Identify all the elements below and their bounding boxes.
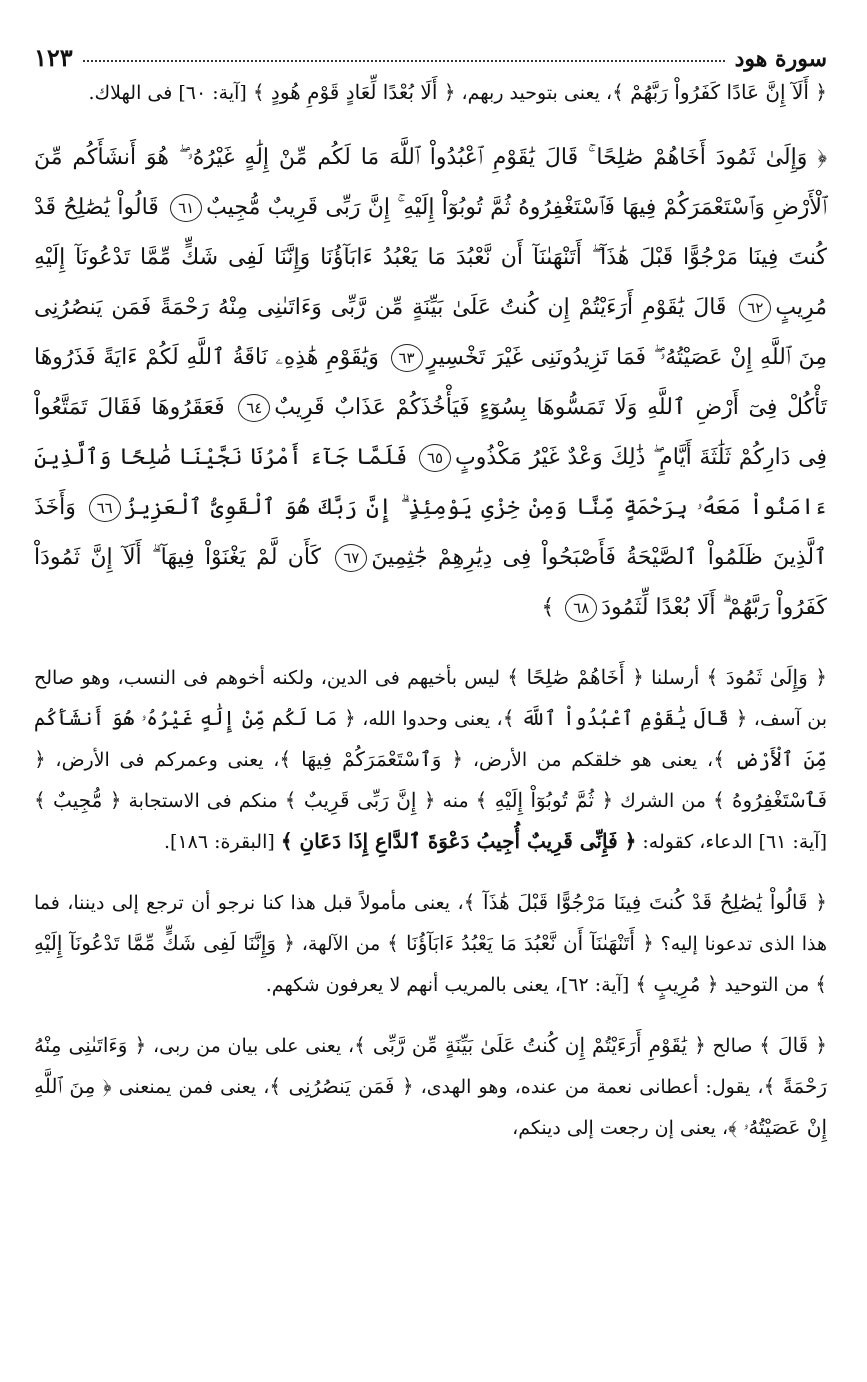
page-header [34, 28, 827, 72]
commentary-text: من الشرك [613, 790, 713, 812]
quran-quote: ﴿ ثُمَّ تُوبُوٓاْ إِلَيْهِ ﴾ [475, 788, 614, 812]
quran-quote: ﴿ يَٰقَوْمِ أَرَءَيْتُمْ إِن كُنتُ عَلَىٰ بَيِّنَةٍ مِّن رَّبِّى ﴾ [354, 1033, 706, 1057]
commentary-paragraph-62 [34, 882, 827, 1005]
commentary-paragraph-63 [34, 1025, 827, 1148]
commentary-paragraph-60 [34, 72, 827, 113]
commentary-text: [البقرة: ١٨٦]. [163, 831, 281, 853]
quran-quote: ﴿ قَالَ ﴾ [759, 1033, 827, 1057]
quran-quote: ﴿ إِنَّ رَبِّى قَرِيبٌ ﴾ [284, 788, 436, 812]
commentary-paragraph-61 [34, 657, 827, 862]
verse-68: كَأَن لَّمْ يَغْنَوْاْ فِيهَآ ۗ أَلَآ إِنَّ ثَمُودَاْ كَفَرُواْ رَبَّهُمْ ۗ أَلَا بُعْدًا لِّثَمُودَ [34, 545, 827, 620]
verse-63: قَالَ يَٰقَوْمِ أَرَءَيْتُمْ إِن كُنتُ عَلَىٰ بَيِّنَةٍ مِّن رَّبِّى وَءَاتَىٰنِى مِنْهُ رَحْمَةً فَمَن يَنصُرُنِى مِنَ ٱللَّهِ إِنْ عَصَيْتُهُۥ ۖ فَمَا تَزِيدُونَنِى غَيْرَ تَخْسِيرٍ [34, 295, 827, 370]
spacer [34, 113, 827, 133]
commentary-text: ، يعنى إن رجعت إلى دينكم، [512, 1117, 729, 1139]
verse-61: ﴿ وَإِلَىٰ ثَمُودَ أَخَاهُمْ صَٰلِحًا ۚ قَالَ يَٰقَوْمِ ٱعْبُدُواْ ٱللَّهَ مَا لَكُم مِّنْ إِلَٰهٍ غَيْرُهُۥ ۖ هُوَ أَنشَأَكُم مِّنَ ٱلْأَرْضِ وَٱسْتَعْمَرَكُمْ فِيهَا فَٱسْتَغْفِرُوهُ ثُمَّ تُوبُوٓاْ إِلَيْهِ ۚ إِنَّ رَبِّى قَرِيبٌ مُّجِيبٌ [34, 145, 828, 220]
verse-62: قَالُواْ يَٰصَٰلِحُ قَدْ كُنتَ فِينَا مَرْجُوًّا قَبْلَ هَٰذَآ ۖ أَتَنْهَىٰنَآ أَن نَّعْبُدَ مَا يَعْبُدُ ءَابَآؤُنَا وَإِنَّنَا لَفِى شَكٍّ مِّمَّا تَدْعُونَآ إِلَيْهِ مُرِيبٍ [34, 195, 827, 320]
surah-title: سورة هود [734, 46, 827, 72]
quran-quote: ﴿ قَالُواْ يَٰصَٰلِحُ قَدْ كُنتَ فِينَا مَرْجُوًّا قَبْلَ هَٰذَآ ﴾ [463, 890, 827, 914]
quran-quote: ﴿ أَلَا بُعْدًا لِّعَادٍ قَوْمِ هُودٍ ﴾ [252, 80, 456, 104]
verse-65: فَعَقَرُوهَا فَقَالَ تَمَتَّعُواْ فِى دَارِكُمْ ثَلَٰثَةَ أَيَّامٍ ۖ ذَٰلِكَ وَعْدٌ غَيْرُ مَكْذُوبٍ [34, 395, 827, 470]
ayah-marker-62: ٦٢ [739, 294, 771, 322]
ayah-marker-66: ٦٦ [89, 494, 121, 522]
quran-quote: ﴿ مَا لَكُم مِّنْ إِلَٰهٍ غَيْرُهُۥ هُوَ أَنشَأَكُم مِّنَ ٱلْأَرْضِ ﴾ [34, 706, 827, 771]
quran-quote-bold: ﴿ فَإِنِّى قَرِيبٌ أُجِيبُ دَعْوَةَ ٱلدَّاعِ إِذَا دَعَانِ ﴾ [280, 829, 637, 853]
commentary-text: [آية: ٦١] الدعاء، كقوله: [636, 831, 827, 853]
quran-quote: ﴿ أَلَآ إِنَّ عَادًا كَفَرُواْ رَبَّهُمْ ﴾ [612, 80, 827, 104]
ayah-marker-63: ٦٣ [391, 344, 423, 372]
commentary-text: ، يعنى هو خلقكم من الأرض، [463, 749, 714, 771]
quran-quote: ﴿ وَءَاتَىٰنِى مِنْهُ رَحْمَةً ﴾ [34, 1033, 827, 1098]
quran-verses-block [34, 133, 827, 633]
commentary-text: ، يعنى وحدوا الله، [355, 708, 503, 730]
ayah-marker-65: ٦٥ [419, 444, 451, 472]
commentary-text: أرسلنا [643, 667, 707, 689]
quran-quote: ﴿ مُّجِيبٌ ﴾ [34, 788, 122, 812]
ayah-marker-61: ٦١ [170, 194, 202, 222]
commentary-text: منكم فى الاستجابة [121, 790, 285, 812]
quran-quote: ﴿ مُرِيبٍ ﴾ [635, 972, 719, 996]
commentary-text: صالح [705, 1035, 760, 1057]
verse-67: وَأَخَذَ ٱلَّذِينَ ظَلَمُواْ ٱلصَّيْحَةُ فَأَصْبَحُواْ فِى دِيَٰرِهِمْ جَٰثِمِينَ [34, 495, 828, 570]
verses-closing-bracket: ﴾ [541, 595, 562, 620]
quran-quote: ﴿ فَٱسْتَغْفِرُوهُ ﴾ [34, 747, 828, 812]
quran-quote: ﴿ مِنَ ٱللَّهِ إِنْ عَصَيْتُهُۥ ﴾ [34, 1074, 827, 1139]
ayah-marker-67: ٦٧ [335, 544, 367, 572]
spacer [34, 1005, 827, 1025]
ayah-marker-64: ٦٤ [238, 394, 270, 422]
quran-quote: ﴿ وَإِنَّنَا لَفِى شَكٍّ مِّمَّا تَدْعُونَآ إِلَيْهِ ﴾ [34, 931, 827, 996]
quran-quote: ﴿ قَالَ يَٰقَوْمِ ٱعْبُدُواْ ٱللَّهَ ﴾ [502, 706, 748, 730]
spacer [34, 862, 827, 882]
commentary-text: [آية: ٦٠] فى الهلاك. [88, 82, 253, 104]
commentary-text: منه [435, 790, 476, 812]
commentary-text: ، يعنى فمن يمنعنى [111, 1076, 270, 1098]
spacer [34, 633, 827, 657]
page-number: ١٢٣ [34, 43, 73, 72]
commentary-text: ، يعنى بتوحيد ربهم، [455, 82, 613, 104]
verse-64: وَيَٰقَوْمِ هَٰذِهِۦ نَاقَةُ ٱللَّهِ لَكُمْ ءَايَةً فَذَرُوهَا تَأْكُلْ فِىٓ أَرْضِ ٱللَّهِ وَلَا تَمَسُّوهَا بِسُوٓءٍ فَيَأْخُذَكُمْ عَذَابٌ قَرِيبٌ [34, 345, 827, 420]
commentary-text: من التوحيد [718, 974, 816, 996]
commentary-text: [آية: ٦٢]، يعنى بالمريب أنهم لا يعرفون شكهم. [265, 974, 636, 996]
quran-quote: ﴿ فَمَن يَنصُرُنِى ﴾ [269, 1074, 414, 1098]
commentary-text: ، يعنى مأمولاً قبل هذا كنا نرجو أن ترجع إلى ديننا، فما هذا الذى تدعونا إليه؟ [34, 892, 827, 955]
ayah-marker-68: ٦٨ [565, 594, 597, 622]
verse-66: فَلَمَّا جَآءَ أَمْرُنَا نَجَّيْنَا صَٰلِحًا وَٱلَّذِينَ ءَامَنُواْ مَعَهُۥ بِرَحْمَةٍ مِّنَّا وَمِنْ خِزْىِ يَوْمِئِذٍ ۗ إِنَّ رَبَّكَ هُوَ ٱلْقَوِىُّ ٱلْعَزِيزُ [34, 445, 827, 520]
quran-quote: ﴿ وَٱسْتَعْمَرَكُمْ فِيهَا ﴾ [279, 747, 464, 771]
commentary-text: ، يعنى وعمركم فى الأرض، [45, 749, 280, 771]
quran-quote: ﴿ أَتَنْهَىٰنَآ أَن نَّعْبُدَ مَا يَعْبُدُ ءَابَآؤُنَا ﴾ [387, 931, 654, 955]
commentary-text: من الآلهة، [294, 933, 388, 955]
quran-quote: ﴿ وَإِلَىٰ ثَمُودَ ﴾ [706, 665, 828, 689]
commentary-text: ، يعنى على بيان من ربى، [146, 1035, 355, 1057]
header-dot-leader [83, 60, 725, 62]
commentary-text: ، يقول: أعطانى نعمة من عنده، وهو الهدى، [413, 1076, 764, 1098]
quran-quote: ﴿ أَخَاهُمْ صَٰلِحًا ﴾ [507, 665, 644, 689]
commentary-text: ليس بأخيهم فى الدين، ولكنه أخوهم فى النسب، وهو صالح بن آسف، [34, 667, 827, 730]
